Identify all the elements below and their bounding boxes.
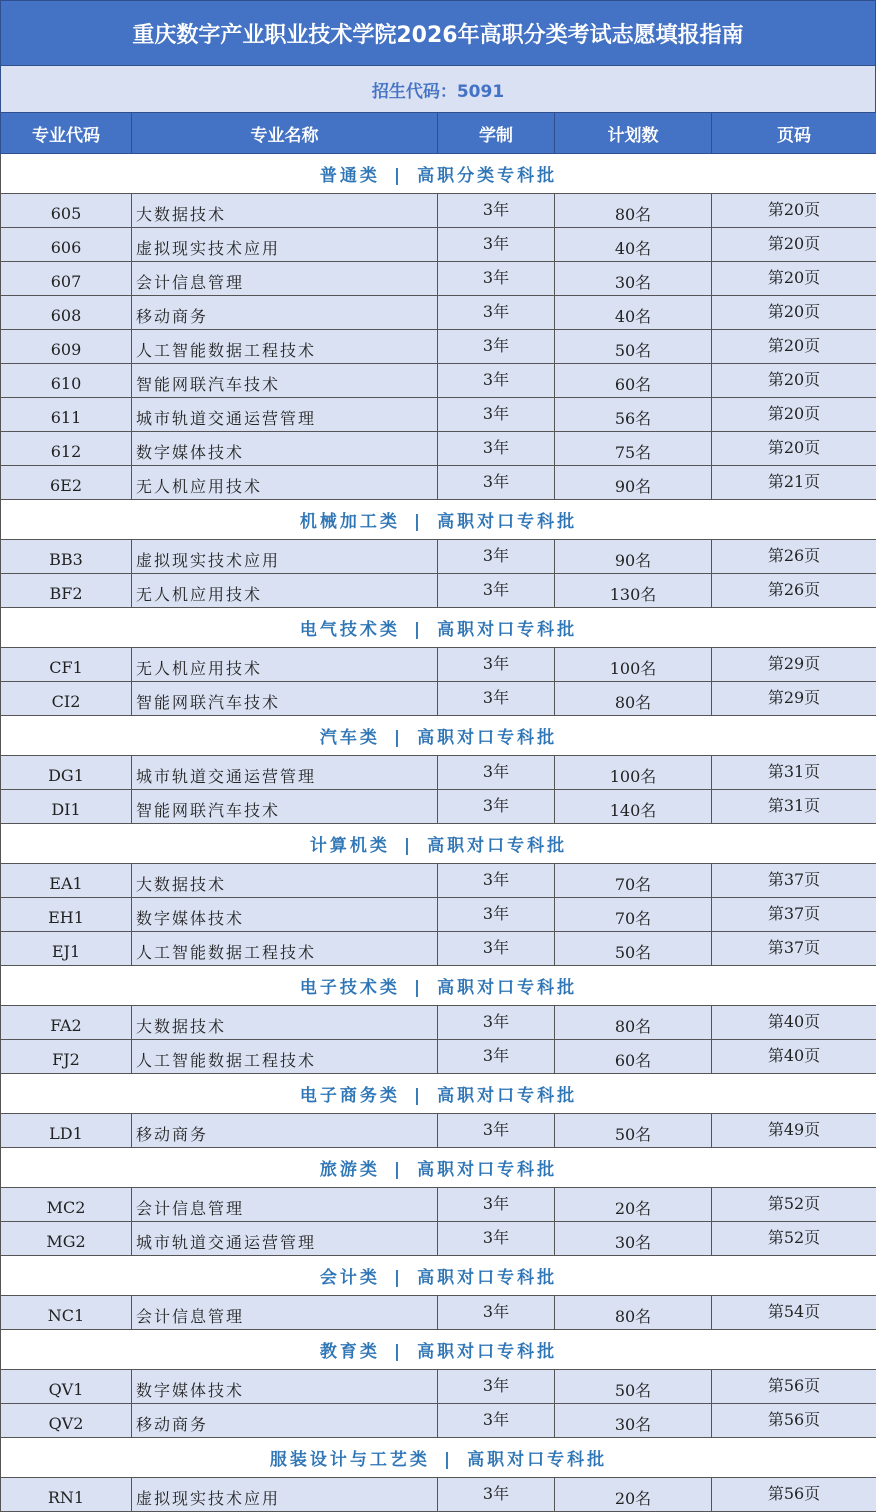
major-code: 607 — [1, 262, 132, 296]
page-ref: 第20页 — [712, 432, 876, 466]
study-length: 3年 — [438, 756, 555, 790]
section-header — [1, 1148, 876, 1188]
plan-count: 100名 — [555, 648, 712, 682]
header-page: 页码 — [712, 113, 876, 154]
page-ref: 第37页 — [712, 864, 876, 898]
plan-count: 30名 — [555, 1404, 712, 1438]
major-code: BB3 — [1, 540, 132, 574]
plan-count: 80名 — [555, 194, 712, 228]
page-ref: 第40页 — [712, 1006, 876, 1040]
major-code: MG2 — [1, 1222, 132, 1256]
section-header — [1, 1074, 876, 1114]
plan-count: 50名 — [555, 1370, 712, 1404]
major-name: 智能网联汽车技术 — [132, 790, 438, 824]
major-name: 虚拟现实技术应用 — [132, 1478, 438, 1512]
plan-count: 20名 — [555, 1478, 712, 1512]
plan-count: 80名 — [555, 682, 712, 716]
header-code: 专业代码 — [1, 113, 132, 154]
section-header-row — [1, 1148, 876, 1188]
major-name: 人工智能数据工程技术 — [132, 932, 438, 966]
section-batch: 高职对口专科批 — [437, 620, 577, 640]
study-length: 3年 — [438, 648, 555, 682]
table-row — [1, 432, 876, 466]
table-row — [1, 790, 876, 824]
section-header — [1, 716, 876, 756]
plan-count: 60名 — [555, 364, 712, 398]
major-name: 移动商务 — [132, 296, 438, 330]
plan-count: 56名 — [555, 398, 712, 432]
major-code: 612 — [1, 432, 132, 466]
section-batch: 高职对口专科批 — [417, 1268, 557, 1288]
plan-count: 90名 — [555, 540, 712, 574]
section-batch: 高职对口专科批 — [417, 1160, 557, 1180]
section-separator: | — [394, 1268, 403, 1288]
study-length: 3年 — [438, 330, 555, 364]
table-row — [1, 296, 876, 330]
major-name: 城市轨道交通运营管理 — [132, 1222, 438, 1256]
study-length: 3年 — [438, 1114, 555, 1148]
major-code: EA1 — [1, 864, 132, 898]
section-category: 教育类 — [320, 1342, 380, 1362]
table-row — [1, 466, 876, 500]
study-length: 3年 — [438, 1404, 555, 1438]
table-row — [1, 574, 876, 608]
page-ref: 第20页 — [712, 296, 876, 330]
table-row — [1, 194, 876, 228]
major-name: 智能网联汽车技术 — [132, 364, 438, 398]
plan-count: 80名 — [555, 1006, 712, 1040]
major-code: 610 — [1, 364, 132, 398]
study-length: 3年 — [438, 262, 555, 296]
major-code: EH1 — [1, 898, 132, 932]
section-separator: | — [394, 1160, 403, 1180]
major-name: 城市轨道交通运营管理 — [132, 756, 438, 790]
major-name: 数字媒体技术 — [132, 432, 438, 466]
plan-count: 140名 — [555, 790, 712, 824]
plan-count: 75名 — [555, 432, 712, 466]
table-row — [1, 1188, 876, 1222]
section-batch: 高职对口专科批 — [437, 978, 577, 998]
major-code: NC1 — [1, 1296, 132, 1330]
page-ref: 第49页 — [712, 1114, 876, 1148]
section-header-row — [1, 1330, 876, 1370]
study-length: 3年 — [438, 932, 555, 966]
section-separator: | — [414, 620, 423, 640]
section-header — [1, 824, 876, 864]
table-body — [1, 154, 876, 1512]
major-code: FJ2 — [1, 1040, 132, 1074]
study-length: 3年 — [438, 574, 555, 608]
page-ref: 第20页 — [712, 228, 876, 262]
page-title: 重庆数字产业职业技术学院2026年高职分类考试志愿填报指南 — [0, 0, 876, 66]
plan-count: 40名 — [555, 296, 712, 330]
page-ref: 第21页 — [712, 466, 876, 500]
section-batch: 高职对口专科批 — [417, 1342, 557, 1362]
major-code: DG1 — [1, 756, 132, 790]
study-length: 3年 — [438, 1478, 555, 1512]
section-category: 计算机类 — [310, 836, 390, 856]
major-name: 大数据技术 — [132, 1006, 438, 1040]
section-header-row — [1, 1438, 876, 1478]
table-row — [1, 398, 876, 432]
header-plan: 计划数 — [555, 113, 712, 154]
page-ref: 第29页 — [712, 682, 876, 716]
major-code: CI2 — [1, 682, 132, 716]
table-row — [1, 1114, 876, 1148]
section-separator: | — [444, 1450, 453, 1470]
major-name: 人工智能数据工程技术 — [132, 1040, 438, 1074]
major-name: 会计信息管理 — [132, 262, 438, 296]
plan-count: 30名 — [555, 262, 712, 296]
header-length: 学制 — [438, 113, 555, 154]
page-ref: 第56页 — [712, 1404, 876, 1438]
page-ref: 第26页 — [712, 574, 876, 608]
section-separator: | — [414, 978, 423, 998]
section-header-row — [1, 824, 876, 864]
major-name: 会计信息管理 — [132, 1188, 438, 1222]
plan-count: 30名 — [555, 1222, 712, 1256]
plan-count: 40名 — [555, 228, 712, 262]
major-name: 大数据技术 — [132, 864, 438, 898]
major-code: QV2 — [1, 1404, 132, 1438]
section-category: 电气技术类 — [300, 620, 400, 640]
plan-count: 50名 — [555, 1114, 712, 1148]
study-length: 3年 — [438, 194, 555, 228]
major-name: 虚拟现实技术应用 — [132, 228, 438, 262]
table-row — [1, 864, 876, 898]
page-ref: 第56页 — [712, 1370, 876, 1404]
page-ref: 第20页 — [712, 194, 876, 228]
page-ref: 第29页 — [712, 648, 876, 682]
plan-count: 130名 — [555, 574, 712, 608]
major-name: 城市轨道交通运营管理 — [132, 398, 438, 432]
table-row — [1, 1370, 876, 1404]
major-name: 数字媒体技术 — [132, 1370, 438, 1404]
major-code: FA2 — [1, 1006, 132, 1040]
major-name: 无人机应用技术 — [132, 574, 438, 608]
major-name: 无人机应用技术 — [132, 648, 438, 682]
table-row — [1, 540, 876, 574]
section-category: 电子技术类 — [300, 978, 400, 998]
major-name: 无人机应用技术 — [132, 466, 438, 500]
study-length: 3年 — [438, 1040, 555, 1074]
section-header-row — [1, 716, 876, 756]
major-name: 虚拟现实技术应用 — [132, 540, 438, 574]
major-name: 会计信息管理 — [132, 1296, 438, 1330]
table-header-row — [1, 113, 876, 154]
study-length: 3年 — [438, 790, 555, 824]
table-row — [1, 1478, 876, 1512]
section-separator: | — [394, 166, 403, 186]
page-ref: 第26页 — [712, 540, 876, 574]
plan-count: 50名 — [555, 330, 712, 364]
table-row — [1, 898, 876, 932]
major-code: 605 — [1, 194, 132, 228]
major-name: 人工智能数据工程技术 — [132, 330, 438, 364]
section-header-row — [1, 154, 876, 194]
study-length: 3年 — [438, 1188, 555, 1222]
major-code: QV1 — [1, 1370, 132, 1404]
section-separator: | — [404, 836, 413, 856]
major-code: BF2 — [1, 574, 132, 608]
section-header — [1, 966, 876, 1006]
study-length: 3年 — [438, 864, 555, 898]
major-name: 大数据技术 — [132, 194, 438, 228]
table-row — [1, 756, 876, 790]
major-name: 移动商务 — [132, 1114, 438, 1148]
section-batch: 高职对口专科批 — [437, 1086, 577, 1106]
major-name: 移动商务 — [132, 1404, 438, 1438]
table-row — [1, 932, 876, 966]
major-code: RN1 — [1, 1478, 132, 1512]
section-header-row — [1, 966, 876, 1006]
section-header — [1, 154, 876, 194]
section-header — [1, 500, 876, 540]
study-length: 3年 — [438, 466, 555, 500]
section-separator: | — [394, 728, 403, 748]
plan-count: 70名 — [555, 898, 712, 932]
study-length: 3年 — [438, 364, 555, 398]
section-category: 服装设计与工艺类 — [270, 1450, 430, 1470]
study-length: 3年 — [438, 432, 555, 466]
section-category: 机械加工类 — [300, 512, 400, 532]
major-code: DI1 — [1, 790, 132, 824]
section-header-row — [1, 608, 876, 648]
page-ref: 第56页 — [712, 1478, 876, 1512]
study-length: 3年 — [438, 682, 555, 716]
study-length: 3年 — [438, 398, 555, 432]
section-header-row — [1, 500, 876, 540]
page-ref: 第20页 — [712, 364, 876, 398]
majors-table — [0, 112, 876, 1512]
table-row — [1, 682, 876, 716]
table-row — [1, 1404, 876, 1438]
table-row — [1, 330, 876, 364]
section-batch: 高职对口专科批 — [417, 728, 557, 748]
major-code: EJ1 — [1, 932, 132, 966]
major-code: MC2 — [1, 1188, 132, 1222]
section-separator: | — [414, 512, 423, 532]
plan-count: 100名 — [555, 756, 712, 790]
study-length: 3年 — [438, 228, 555, 262]
section-header — [1, 1438, 876, 1478]
major-name: 智能网联汽车技术 — [132, 682, 438, 716]
section-category: 普通类 — [320, 166, 380, 186]
page-ref: 第54页 — [712, 1296, 876, 1330]
study-length: 3年 — [438, 898, 555, 932]
page-ref: 第37页 — [712, 898, 876, 932]
page-ref: 第31页 — [712, 790, 876, 824]
section-category: 旅游类 — [320, 1160, 380, 1180]
header-name: 专业名称 — [132, 113, 438, 154]
section-category: 会计类 — [320, 1268, 380, 1288]
major-name: 数字媒体技术 — [132, 898, 438, 932]
page-ref: 第40页 — [712, 1040, 876, 1074]
table-row — [1, 648, 876, 682]
section-header — [1, 608, 876, 648]
major-code: LD1 — [1, 1114, 132, 1148]
section-category: 电子商务类 — [300, 1086, 400, 1106]
section-batch: 高职对口专科批 — [467, 1450, 607, 1470]
enroll-code: 招生代码：5091 — [0, 66, 876, 112]
section-header-row — [1, 1256, 876, 1296]
major-code: CF1 — [1, 648, 132, 682]
section-batch: 高职对口专科批 — [427, 836, 567, 856]
page-ref: 第37页 — [712, 932, 876, 966]
study-length: 3年 — [438, 296, 555, 330]
study-length: 3年 — [438, 1370, 555, 1404]
page-ref: 第20页 — [712, 330, 876, 364]
study-length: 3年 — [438, 540, 555, 574]
plan-count: 60名 — [555, 1040, 712, 1074]
plan-count: 50名 — [555, 932, 712, 966]
table-row — [1, 1296, 876, 1330]
page-ref: 第31页 — [712, 756, 876, 790]
table-row — [1, 1222, 876, 1256]
page-ref: 第52页 — [712, 1222, 876, 1256]
plan-count: 90名 — [555, 466, 712, 500]
section-header — [1, 1256, 876, 1296]
study-length: 3年 — [438, 1296, 555, 1330]
section-batch: 高职对口专科批 — [437, 512, 577, 532]
plan-count: 70名 — [555, 864, 712, 898]
plan-count: 20名 — [555, 1188, 712, 1222]
study-length: 3年 — [438, 1006, 555, 1040]
section-header-row — [1, 1074, 876, 1114]
section-category: 汽车类 — [320, 728, 380, 748]
page-ref: 第20页 — [712, 398, 876, 432]
section-separator: | — [394, 1342, 403, 1362]
table-row — [1, 1006, 876, 1040]
table-row — [1, 262, 876, 296]
section-separator: | — [414, 1086, 423, 1106]
section-batch: 高职分类专科批 — [417, 166, 557, 186]
major-code: 609 — [1, 330, 132, 364]
study-length: 3年 — [438, 1222, 555, 1256]
major-code: 606 — [1, 228, 132, 262]
plan-count: 80名 — [555, 1296, 712, 1330]
major-code: 6E2 — [1, 466, 132, 500]
table-row — [1, 364, 876, 398]
major-code: 611 — [1, 398, 132, 432]
section-header — [1, 1330, 876, 1370]
table-row — [1, 228, 876, 262]
table-row — [1, 1040, 876, 1074]
page-ref: 第20页 — [712, 262, 876, 296]
page-ref: 第52页 — [712, 1188, 876, 1222]
major-code: 608 — [1, 296, 132, 330]
